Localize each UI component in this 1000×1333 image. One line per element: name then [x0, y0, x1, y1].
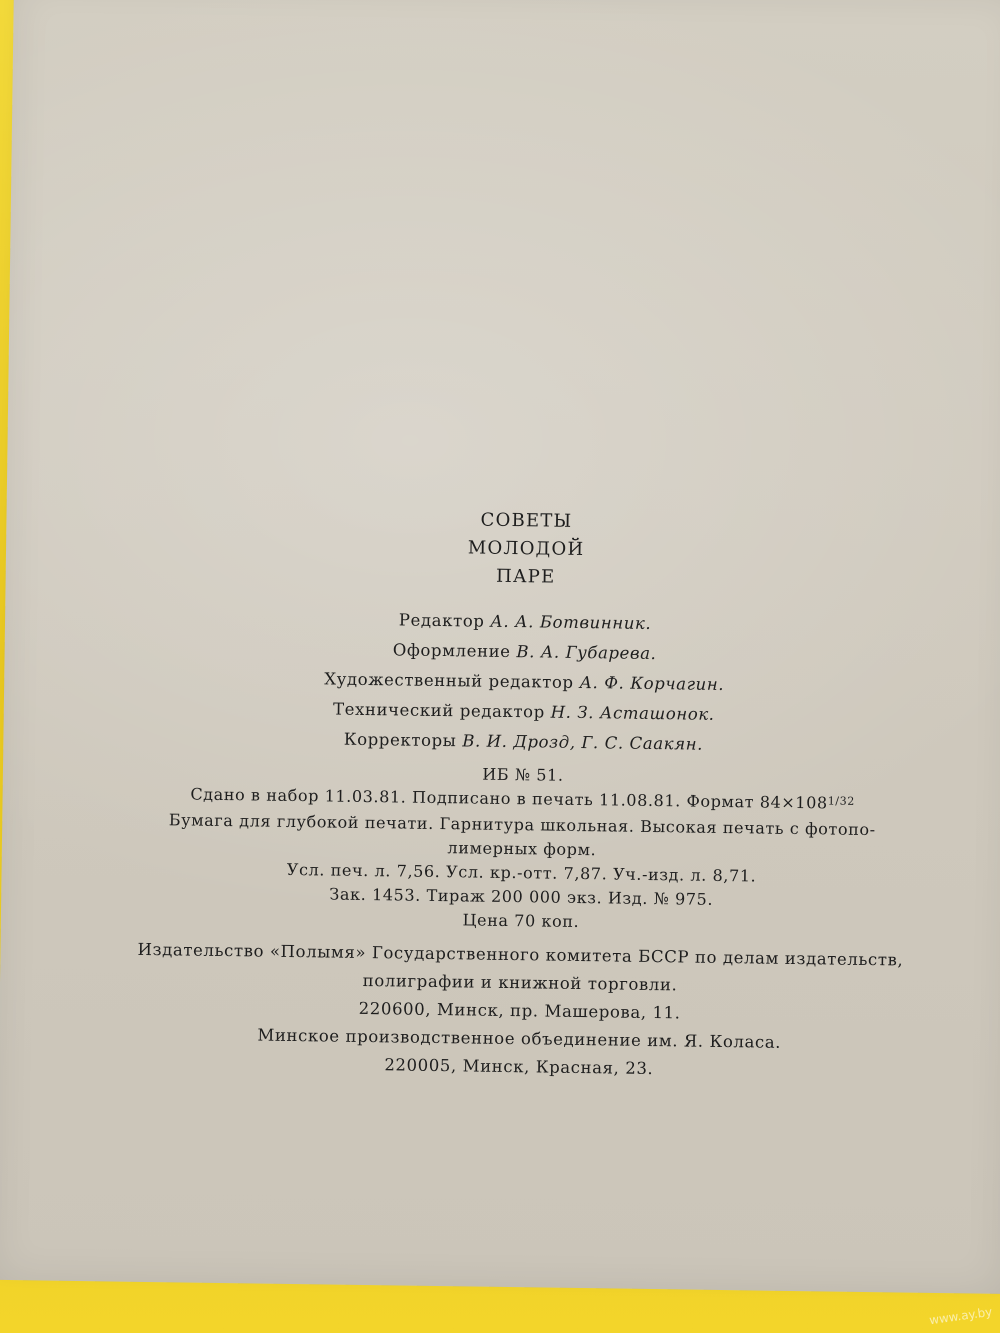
credit-role: Корректоры	[343, 729, 457, 751]
sheets-line: Усл. печ. л. 7,56. Усл. кр.-отт. 7,87. Уч.-изд. л. 8,71.	[286, 859, 757, 886]
credit-person: В. И. Дрозд, Г. С. Саакян.	[462, 731, 704, 754]
publisher-line-3: 220600, Минск, пр. Машерова, 11.	[358, 998, 681, 1023]
credit-person: А. Ф. Корчагин.	[579, 672, 725, 694]
publisher-line-5: 220005, Минск, Красная, 23.	[384, 1055, 654, 1079]
ib-number: ИБ № 51.	[482, 764, 564, 785]
credit-role: Редактор	[398, 610, 485, 631]
title-line-1: СОВЕТЫ	[480, 509, 573, 532]
paper-line: Бумага для глубокой печати. Гарнитура школьная. Высокая печать с фотопо-	[168, 810, 876, 840]
credit-person: Н. З. Асташонок.	[550, 702, 715, 724]
publisher-block	[69, 935, 971, 1088]
watermark: www.ay.by	[927, 1304, 993, 1328]
credit-role: Оформление	[392, 640, 511, 661]
title-line-2: МОЛОДОЙ	[467, 537, 585, 561]
book-title	[76, 501, 977, 598]
colophon	[69, 501, 977, 1088]
print-info	[71, 757, 973, 940]
price-line: Цена 70 коп.	[462, 910, 580, 931]
credit-role: Художественный редактор	[324, 669, 574, 692]
publisher-line-2: полиграфии и книжной торговли.	[362, 970, 678, 995]
publisher-line-4: Минское производственное объединение им. Я. Коласа.	[257, 1025, 782, 1052]
credit-person: А. А. Ботвинник.	[490, 611, 652, 633]
order-line: Зак. 1453. Тираж 200 000 экз. Изд. № 975.	[329, 884, 714, 909]
submitted-text: Сдано в набор 11.03.81. Подписано в печать 11.08.81. Формат 84×108	[190, 784, 828, 813]
credit-person: В. А. Губарева.	[516, 642, 657, 664]
publisher-line-1: Издательство «Полымя» Государственного комитета БССР по делам издательств,	[137, 939, 904, 970]
title-line-3: ПАРЕ	[495, 565, 556, 588]
paper-line-cont: лимерных форм.	[447, 838, 597, 860]
credits	[73, 601, 975, 764]
credit-role: Технический редактор	[332, 699, 545, 722]
format-fraction: 1/32	[827, 794, 855, 808]
